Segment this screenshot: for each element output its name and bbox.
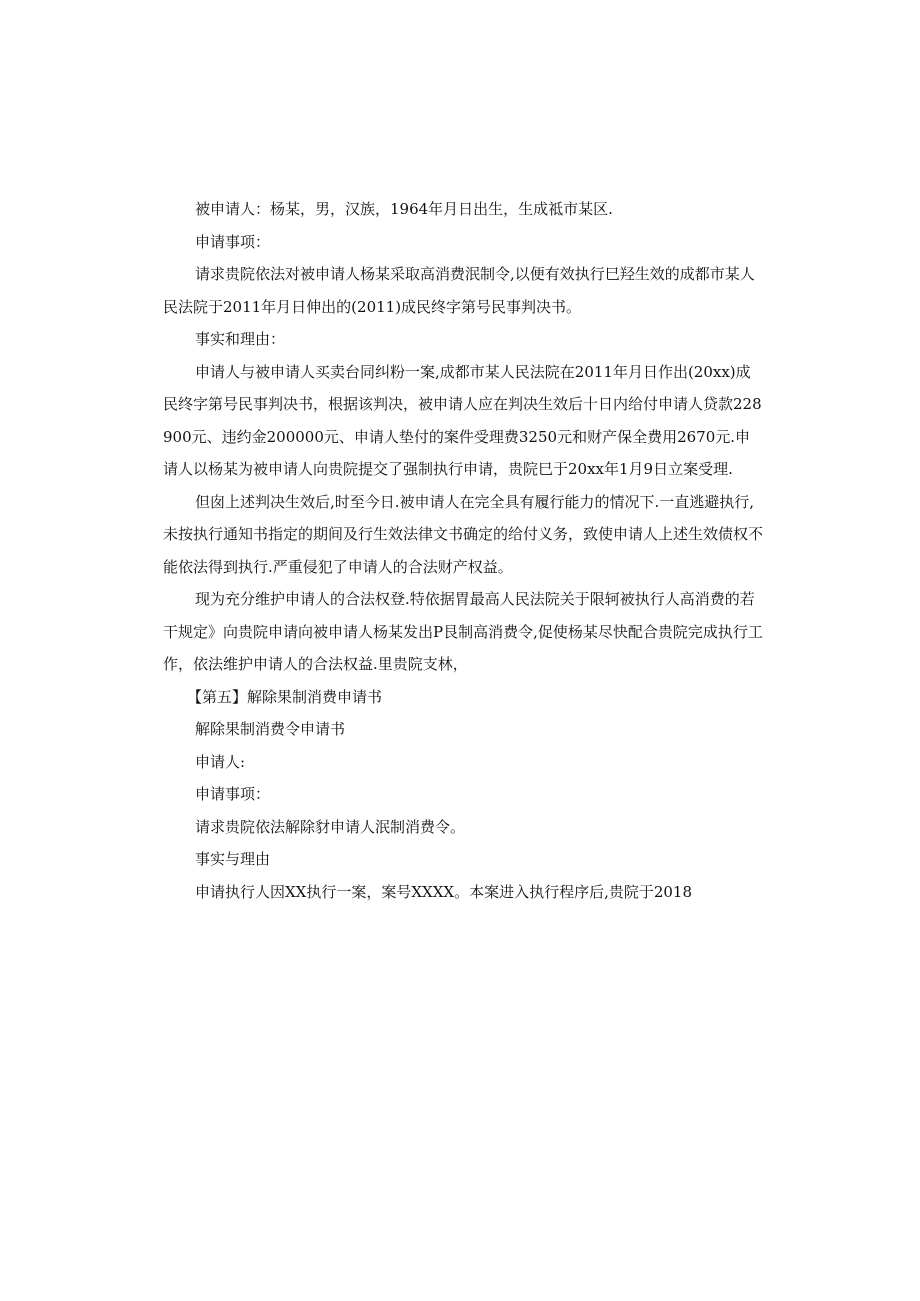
request-paragraph: 请求贵院依法解除豺申请人泯制消费令。 — [195, 817, 466, 836]
facts-paragraph: 申请执行人因XX执行一案，案号XXXX。本案进入执行程序后,贵院于2018 — [195, 882, 693, 901]
request-paragraph: 请求贵院依法对被申请人杨某采取高消费泯制令,以便有效执行巳羟生效的成都市某人民法院于2011年月日伸出的(2011)成民终字第号民事判决书。 — [163, 265, 755, 316]
request-items-heading: 申请事项： — [195, 785, 271, 803]
facts-paragraph: 申请人与被申请人买卖台同纠粉一案,成都市某人民法院在2011年月日作出(20xx)成民终字第号民事判决书，根据该判决，被申请人应在判决生效后十日内给付申请人贷款228900元、违约金200000元、申请人垫付的案件受理费3250元和财产保全费用2670元.申请人以杨某为被申请人向贵院提交了强制执行申请，贵院巳于20xx年1月9日立案受理. — [163, 362, 762, 478]
document-title: 解除果制消费令申请书 — [195, 720, 346, 738]
facts-heading: 事实和理由： — [195, 330, 286, 348]
facts-heading: 事实与理由 — [195, 850, 271, 868]
respondent-paragraph: 被申请人：杨某，男，汉族，1964年月日出生，生成祗市某区. — [195, 200, 613, 218]
document-body — [163, 193, 763, 908]
facts-paragraph: 但囱上述判决生效后,时至今日.被申请人在完全具有履行能力的情况下.一直逃避执行,未按执行通知书指定的期间及行生效法律文书确定的给付义务，致使申请人上述生效债权不能依法得到执行.严重侵犯了申请人的合法财产权益。 — [163, 492, 764, 576]
applicant-label: 申请人: — [195, 752, 246, 771]
facts-paragraph: 现为充分维护申请人的合法权登.特依据胃最高人民法院关于限轲被执行人高消费的若干规定》向贵院申请向被申请人杨某发出P艮制高消费令,促使杨某尽快配合贵院完成执行工作，依法维护申请人的合法权益.里贵院支林， — [163, 590, 763, 673]
request-items-heading: 申请事项： — [195, 232, 271, 251]
section-heading: 【第五】解除果制消费申请书 — [187, 687, 383, 706]
